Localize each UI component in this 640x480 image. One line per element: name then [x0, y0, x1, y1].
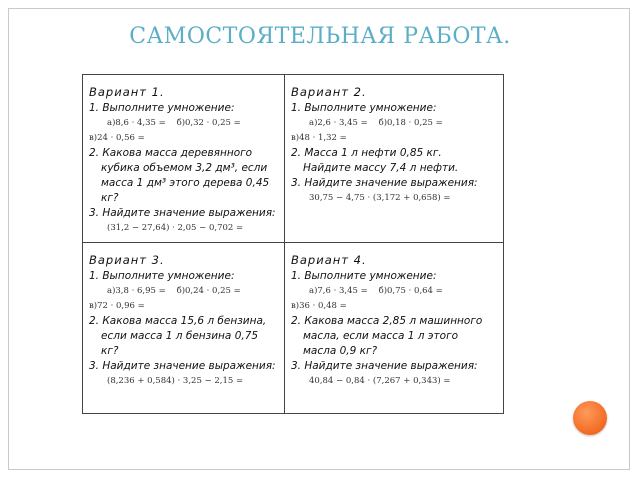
task-1: 1. Выполните умножение:	[89, 270, 235, 282]
task-1c: в)24 · 0,56 =	[89, 133, 145, 143]
task-1c: в)48 · 1,32 =	[291, 133, 347, 143]
task-1-ab	[291, 116, 499, 131]
variants-table	[82, 74, 504, 414]
slide-title: САМОСТОЯТЕЛЬНАЯ РАБОТА.	[129, 24, 511, 49]
task-1a: а)7,6 · 3,45 =	[309, 286, 368, 296]
variant-2-cell	[285, 75, 503, 243]
task-2-line-3: кг?	[101, 345, 119, 357]
task-1a: а)2,6 · 3,45 =	[309, 118, 368, 128]
task-2-line-2: масла, если масса 1 л этого	[303, 330, 459, 342]
task-3: 3. Найдите значение выражения:	[291, 360, 478, 372]
variant-heading: Вариант 3.	[89, 253, 165, 267]
task-1b: б)0,75 · 0,64 =	[378, 286, 443, 296]
variant-3-cell	[83, 243, 285, 413]
task-1: 1. Выполните умножение:	[291, 270, 437, 282]
variant-heading: Вариант 4.	[291, 253, 367, 267]
task-3-expression: 40,84 − 0,84 · (7,267 + 0,343) =	[309, 376, 451, 386]
task-2-line-1: 2. Какова масса деревянного	[89, 147, 253, 159]
task-2-line-1: 2. Какова масса 2,85 л машинного	[291, 315, 483, 327]
task-3-expression: (8,236 + 0,584) · 3,25 − 2,15 =	[107, 376, 244, 386]
decorative-orange-circle	[573, 401, 607, 435]
task-2-line-2: Найдите массу 7,4 л нефти.	[303, 162, 459, 174]
task-2-line-2: если масса 1 л бензина 0,75	[101, 330, 259, 342]
task-3-expression: 30,75 − 4,75 · (3,172 + 0,658) =	[309, 193, 451, 203]
task-3-expression: (31,2 − 27,64) · 2,05 − 0,702 =	[107, 223, 244, 233]
task-2-line-1: 2. Масса 1 л нефти 0,85 кг.	[291, 147, 442, 159]
task-1a: а)8,6 · 4,35 =	[107, 118, 166, 128]
variant-4-cell	[285, 243, 503, 413]
task-1a: а)3,8 · 6,95 =	[107, 286, 166, 296]
task-2-line-3: масла 0,9 кг?	[303, 345, 378, 357]
task-1-ab	[89, 284, 280, 299]
variant-1-cell	[83, 75, 285, 243]
task-1: 1. Выполните умножение:	[89, 102, 235, 114]
task-1-ab	[89, 116, 280, 131]
task-1-ab	[291, 284, 499, 299]
task-3: 3. Найдите значение выражения:	[291, 177, 478, 189]
task-1b: б)0,32 · 0,25 =	[176, 118, 241, 128]
task-1c: в)72 · 0,96 =	[89, 301, 145, 311]
task-2-line-2: кубика объемом 3,2 дм³, если	[101, 162, 268, 174]
task-3: 3. Найдите значение выражения:	[89, 360, 276, 372]
task-2-line-1: 2. Какова масса 15,6 л бензина,	[89, 315, 267, 327]
variant-heading: Вариант 1.	[89, 85, 165, 99]
task-3: 3. Найдите значение выражения:	[89, 207, 276, 219]
task-2-line-3: масса 1 дм³ этого дерева 0,45	[101, 177, 270, 189]
task-1b: б)0,24 · 0,25 =	[176, 286, 241, 296]
variant-heading: Вариант 2.	[291, 85, 367, 99]
task-2-line-4: кг?	[101, 192, 119, 204]
task-1c: в)36 · 0,48 =	[291, 301, 347, 311]
task-1b: б)0,18 · 0,25 =	[378, 118, 443, 128]
task-1: 1. Выполните умножение:	[291, 102, 437, 114]
